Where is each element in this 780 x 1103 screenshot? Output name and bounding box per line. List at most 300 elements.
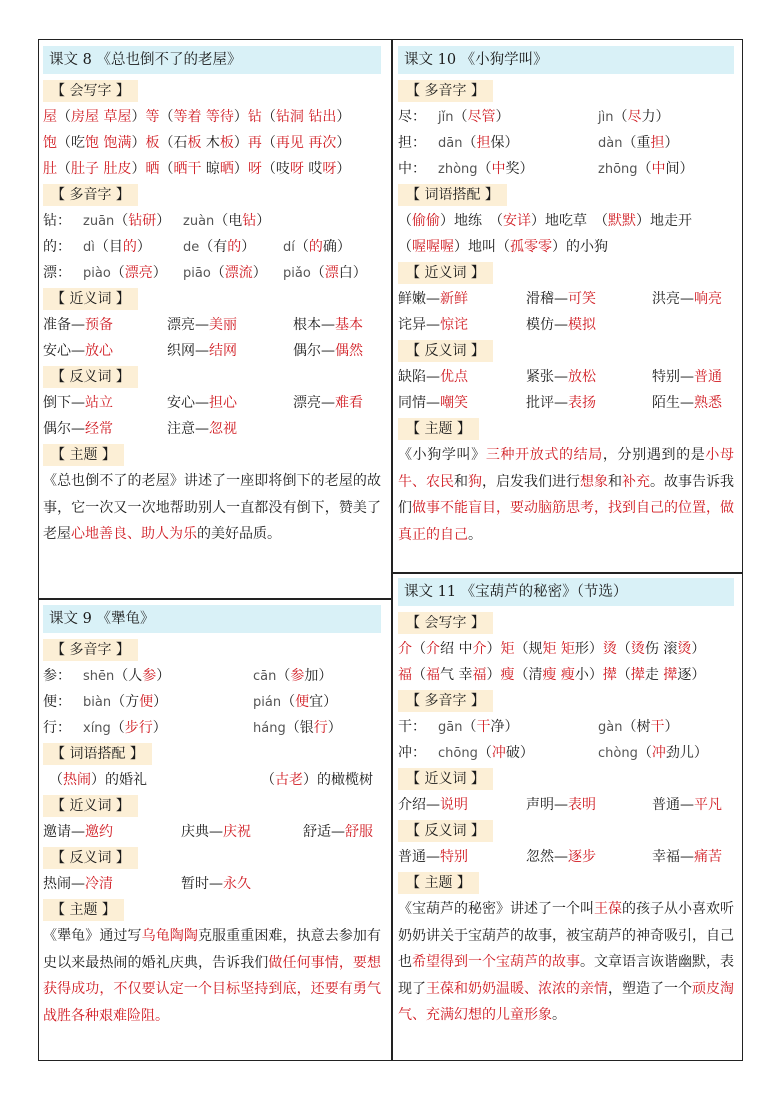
word-pair-row [398,844,734,870]
word: 鲜嫩— [398,291,440,307]
tag-polyphonic: 【 多音字 】 [398,690,493,712]
polyphonic-list [398,104,734,182]
write-text: ） [336,109,351,125]
write-char: 矩 矩 [542,641,575,657]
reading-group [253,715,342,742]
write-text: ） [486,641,501,657]
word-highlight: 冷清 [85,876,113,892]
word-highlight: 经常 [85,421,113,437]
word: 紧张— [526,369,568,385]
write-row [398,662,734,688]
reading-group [438,714,518,741]
reading-highlight: 漂亮 [124,265,153,281]
write-char: 板 [145,135,160,151]
word-highlight: 结网 [209,343,237,359]
polyphonic-char: 干： [398,719,426,735]
write-char: 烫 [602,641,617,657]
write-char: 草屋 [103,109,132,125]
reading-highlight: 参 [142,668,157,684]
word: 安心— [43,343,85,359]
word: 介绍— [398,797,440,813]
write-char: 烫 [630,641,645,657]
word: 注意— [167,421,209,437]
word-highlight: 可笑 [568,291,596,307]
polyphonic-list [43,208,381,286]
reading-highlight: 便 [139,694,154,710]
reading-text: （ [477,745,492,761]
theme-text: 和 [608,473,622,490]
reading-text: ） [153,694,168,710]
word-highlight: 新鲜 [440,291,468,307]
reading-group [598,714,678,741]
word-pair [293,390,363,416]
reading-text: （人 [114,668,143,684]
reading-group [283,260,367,287]
word-pair [398,390,468,416]
reading-text: （银 [285,720,314,736]
reading-group [83,234,151,261]
theme-text: 的美好品质。 [197,526,281,542]
write-text: ） [486,667,501,683]
theme-highlight: 想象 [580,473,608,490]
word-highlight: 舒服 [345,824,373,840]
word-pair [167,338,237,364]
tag-antonyms: 【 反义词 】 [43,847,138,869]
theme-text: 《小狗学叫》 [398,447,486,463]
word-pair [398,364,468,390]
write-text: （吃 [57,135,85,151]
write-text: 形） [574,641,603,657]
reading-group [438,740,534,767]
reading-text: ） [495,109,510,125]
reading-text: （ [637,745,652,761]
word: 安心— [167,395,209,411]
reading-highlight: 漂 [324,265,339,281]
word: 同情— [398,395,440,411]
word-highlight: 熟悉 [694,395,722,411]
reading-text: ） [327,720,342,736]
word: 根本— [293,317,335,333]
write-text: 气 幸 [440,667,473,683]
theme-text: 。文章语言诙谐幽默，表现了 [398,954,734,997]
write-char: 撵 [630,667,645,683]
reading-group [83,260,167,287]
polyphonic-char: 行： [43,720,71,736]
reading-text: （ [114,213,129,229]
reading-text: ） [156,668,171,684]
write-text: ） [131,161,146,177]
reading-text: （ [210,265,225,281]
word-pair [398,844,468,870]
reading-text: 净） [490,719,519,735]
write-words [398,636,734,688]
tag-synonyms: 【 近义词 】 [43,795,138,817]
theme-text: ，分别遇到的是 [602,447,706,463]
reading-text: （ [453,109,468,125]
reading-group [183,208,270,235]
word-pair [526,312,596,338]
pinyin: piāo [183,266,211,281]
write-char: 撵 [663,667,678,683]
pinyin: de [183,240,200,255]
reading-highlight: 的 [308,239,323,255]
word-pair-row [398,312,734,338]
synonym-list [398,286,734,338]
word-highlight: 痛苦 [694,849,722,865]
theme-paragraph [398,442,734,548]
reading-text: （ [310,265,325,281]
tag-theme: 【 主题 】 [43,899,124,921]
write-char: 钻 [247,109,262,125]
pinyin: zuān [83,214,115,229]
write-text: （ [616,641,631,657]
polyphonic-row [398,714,734,740]
write-char: 呀 [247,161,262,177]
pinyin: chòng [598,746,638,761]
reading-group [598,156,694,183]
pinyin: jǐn [438,110,454,125]
antonym-list [43,871,381,897]
polyphonic-row [398,104,734,130]
word-pair [398,286,468,312]
write-text: ） [336,161,351,177]
word-pair [43,819,113,845]
word: 幸福— [652,849,694,865]
word-highlight: 难看 [335,395,363,411]
write-row [43,130,381,156]
write-char: 肚 [43,161,57,177]
theme-text: ，启发我们进行 [482,473,580,490]
lesson-9-section [43,605,381,1029]
collocation-highlight: 古老 [275,772,303,788]
polyphonic-row [43,663,381,689]
polyphonic-row [398,740,734,766]
theme-highlight: 王葆 [594,901,622,917]
tag-synonyms: 【 近义词 】 [398,768,493,790]
word: 偶尔— [293,343,335,359]
word-highlight: 基本 [335,317,363,333]
right-section-divider [392,572,743,574]
write-char: 钻洞 [275,109,304,125]
word-pair-row [43,416,381,442]
word-pair-row [43,819,381,845]
antonym-list [43,390,381,442]
word: 织网— [167,343,209,359]
write-row [43,104,381,130]
collocation-row [398,208,734,234]
pinyin: piào [83,266,111,281]
word-highlight: 担心 [209,395,237,411]
polyphonic-char: 担： [398,135,426,151]
theme-text: 。故事告诉我们 [398,473,734,516]
reading-highlight: 钻 [242,213,257,229]
write-char: 饱 [43,135,57,151]
word-pair-row [43,871,381,897]
reading-highlight: 便 [295,694,310,710]
reading-text: （有 [199,239,228,255]
theme-highlight: 心地善良、助人为乐 [71,526,197,542]
word: 诧异— [398,317,440,333]
word-pair [181,871,251,897]
reading-text: 白） [338,265,367,281]
tag-antonyms: 【 反义词 】 [398,340,493,362]
reading-highlight: 干 [650,719,665,735]
word-pair [526,844,596,870]
polyphonic-char: 漂： [43,265,71,281]
reading-group [83,208,170,235]
write-text: 走 [644,667,664,683]
theme-paragraph [43,468,381,548]
collocation-text: ）的小狗 [552,239,608,255]
reading-group [183,234,255,261]
write-row [398,636,734,662]
reading-highlight: 钻研 [128,213,157,229]
word-highlight: 邀约 [85,824,113,840]
word-highlight: 特别 [440,849,468,865]
collocation-text: （ [49,772,63,788]
write-char: 再 [247,135,262,151]
word: 漂亮— [167,317,209,333]
word-pair [526,390,596,416]
write-char: 矩 [500,641,515,657]
write-char: 板 [219,135,234,151]
reading-highlight: 干 [476,719,491,735]
word: 漂亮— [293,395,335,411]
write-text: （ [159,109,174,125]
reading-text: （ [637,161,652,177]
tag-polyphonic: 【 多音字 】 [398,80,493,102]
collocation-text: ）的橄榄树 [303,772,373,788]
reading-text: ） [664,135,679,151]
collocation-highlight: 安详 [503,213,531,229]
write-char: 呀 [289,161,304,177]
write-char: 福 [398,667,412,683]
write-text: （石 [159,135,188,151]
write-text: 绍 中 [440,641,473,657]
reading-text: （ [110,720,125,736]
write-text: （ [57,109,71,125]
reading-group [83,715,167,742]
antonym-list [398,364,734,416]
tag-write: 【 会写字 】 [398,612,493,634]
reading-group [598,740,708,767]
tag-theme: 【 主题 】 [398,418,479,440]
word: 热闹— [43,876,85,892]
polyphonic-list [398,714,734,766]
word-highlight: 放松 [568,369,596,385]
collocation-list [398,208,734,260]
collocation-text: ）地吃草 （ [531,213,608,229]
left-section-divider [38,598,392,600]
collocation-highlight: 热闹 [63,772,91,788]
write-text: （ [261,135,276,151]
word-highlight: 美丽 [209,317,237,333]
reading-text: （ [462,135,477,151]
word: 倒下— [43,395,85,411]
word-pair [43,871,113,897]
word-highlight: 模拟 [568,317,596,333]
word-highlight: 普通 [694,369,722,385]
word-pair [43,416,113,442]
write-char: 介 [426,641,440,657]
reading-highlight: 担 [650,135,665,151]
word-pair [652,390,722,416]
theme-text: 的孩子从小喜欢听奶奶讲关于宝葫芦的故事，被宝葫芦的神奇吸引，自己也 [398,901,734,970]
reading-highlight: 参 [290,668,305,684]
reading-highlight: 步行 [124,720,153,736]
write-text: 逐） [677,667,706,683]
word-pair [293,338,363,364]
write-char: 等 [145,109,160,125]
reading-text: 间） [665,161,694,177]
theme-text: 。 [552,1007,566,1023]
lesson-11-section [398,578,734,1029]
write-text: （吱 [261,161,290,177]
write-row [43,156,381,182]
reading-group [83,663,170,690]
word: 普通— [652,797,694,813]
word-highlight: 站立 [85,395,113,411]
write-text: 木 [201,135,220,151]
word-highlight: 庆祝 [223,824,251,840]
word-pair [398,792,468,818]
word-highlight: 嘲笑 [440,395,468,411]
tag-polyphonic: 【 多音字 】 [43,639,138,661]
write-char: 屋 [43,109,57,125]
collocation-highlight: 默默 [608,213,636,229]
reading-group [183,260,267,287]
reading-text: （ [294,239,309,255]
word: 滑稽— [526,291,568,307]
write-char: 晒干 [173,161,202,177]
synonym-list [398,792,734,818]
write-text: ） [233,161,248,177]
write-text: （ [412,641,426,657]
word: 舒适— [303,824,345,840]
word-highlight: 放心 [85,343,113,359]
polyphonic-char: 尽： [398,109,426,125]
write-text: 伤 滚 [644,641,678,657]
lesson-9-title: 课文 9 《犟龟》 [43,605,381,633]
reading-text: ） [664,719,679,735]
word-pair [43,312,113,338]
write-char: 再见 再次 [275,135,337,151]
polyphonic-char: 中： [398,161,426,177]
reading-group [253,663,332,690]
word-pair-row [398,286,734,312]
write-char: 瘦 [500,667,515,683]
reading-highlight: 尽管 [467,109,496,125]
word-highlight: 说明 [440,797,468,813]
pinyin: biàn [83,695,112,710]
pinyin: dí [283,240,295,255]
polyphonic-char: 便： [43,694,71,710]
reading-highlight: 中 [651,161,666,177]
reading-text: ） [241,239,256,255]
write-char: 钻出 [308,109,337,125]
collocation-text: （ [261,772,275,788]
reading-text: 保） [490,135,519,151]
antonym-list [398,844,734,870]
polyphonic-char: 冲： [398,745,426,761]
theme-highlight: 做事不能盲目，要动脑筋思考，找到自己的位置，做真正的自己 [398,500,734,543]
write-text: （ [261,109,276,125]
polyphonic-char: 参： [43,668,71,684]
write-char: 肚子 肚皮 [71,161,132,177]
word-pair-row [43,338,381,364]
word-pair [652,286,722,312]
word-pair [181,819,251,845]
word-pair [652,792,722,818]
write-text: ） [233,135,248,151]
word-pair [526,286,596,312]
pinyin: dān [438,136,463,151]
word-pair-row [43,390,381,416]
word-pair-row [43,312,381,338]
polyphonic-row [43,715,381,741]
tag-synonyms: 【 近义词 】 [43,288,138,310]
word-pair [167,390,237,416]
theme-text: 《宝葫芦的秘密》讲述了一个叫 [398,901,594,917]
reading-group [598,104,669,131]
reading-text: 加） [304,668,333,684]
theme-text: 。 [468,526,482,543]
reading-text: （ [110,265,125,281]
write-char: 板 [187,135,202,151]
write-char: 福 [426,667,440,683]
reading-group [438,130,518,157]
theme-text: 《犟龟》通过写 [43,928,142,944]
reading-text: （重 [622,135,651,151]
word-pair-row [398,792,734,818]
word: 模仿— [526,317,568,333]
lesson-8-section [43,46,381,548]
word: 声明— [526,797,568,813]
write-text: （ [57,161,71,177]
tag-write: 【 会写字 】 [43,80,138,102]
collocation-text: ）地练 （ [440,213,503,229]
reading-highlight: 冲 [491,745,506,761]
lesson-10-section [398,46,734,548]
pinyin: cān [253,669,277,684]
word-highlight: 平凡 [694,797,722,813]
write-char: 介 [398,641,412,657]
theme-paragraph [398,896,734,1029]
word: 准备— [43,317,85,333]
write-char: 等待 [205,109,234,125]
word-highlight: 表扬 [568,395,596,411]
collocation-text: ）地叫（ [454,239,510,255]
word: 普通— [398,849,440,865]
reading-highlight: 的 [122,239,137,255]
synonym-list [43,819,381,845]
theme-text: 和 [454,473,468,490]
theme-highlight: 王葆和奶奶温暖、浓浓的亲情 [426,980,608,997]
polyphonic-row [398,130,734,156]
polyphonic-char: 钻： [43,213,71,229]
reading-text: ） [152,720,167,736]
theme-highlight: 做任何事情，要想获得成功，不仅要认定一个目标坚持到底，还要有勇气战胜各种艰难险阻。 [43,954,381,1024]
reading-group [438,156,534,183]
pinyin: piǎo [283,266,311,281]
word-highlight: 优点 [440,369,468,385]
reading-text: 力） [641,109,670,125]
collocation-highlight: 孤零零 [510,239,552,255]
reading-text: ） [256,213,271,229]
theme-highlight: 小母牛、农民 [398,447,735,490]
polyphonic-row [43,208,381,234]
pinyin: zhòng [438,162,478,177]
